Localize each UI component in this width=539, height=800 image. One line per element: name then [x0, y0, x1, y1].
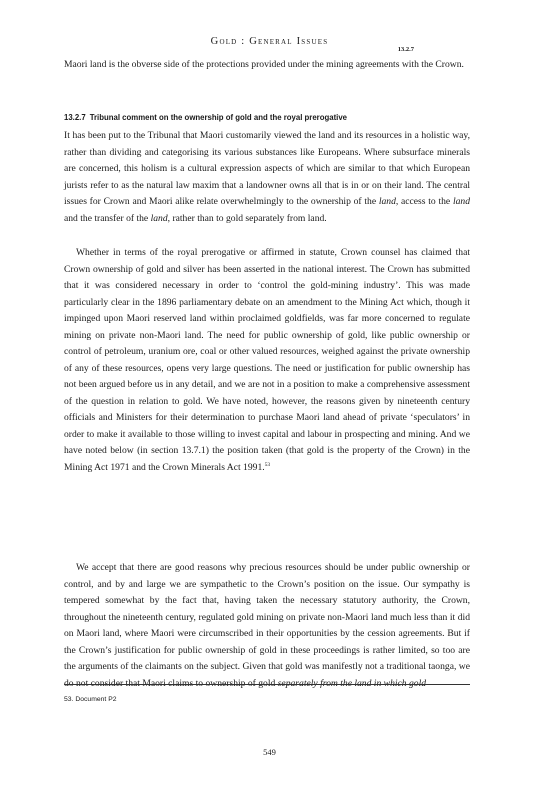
section-heading-number: 13.2.7 [64, 113, 86, 122]
page-number: 549 [263, 747, 276, 757]
footnote: 53. Document P2 [64, 696, 117, 703]
text-run: , rather than to gold separately from land. [167, 212, 327, 224]
emphasis-text: separately from the land in which gold [277, 677, 427, 689]
intro-paragraph: Maori land is the obverse side of the protections provided under the mining agreements with the Crown. [64, 59, 464, 70]
emphasis-text: land [378, 196, 396, 207]
text-run: , access to the [395, 196, 453, 207]
footnote-divider [64, 684, 470, 685]
footnote-marker: 53 [264, 461, 271, 468]
section-reference: 13.2.7 [397, 46, 414, 53]
running-head: Gold : General Issues [210, 36, 329, 47]
text-run: We accept that there are good reasons why precious resources should be under public ownership or control, and by and large we are sympathetic to the Crown’s position on the issue. Our sympathy is tempered somewhat by the fact that, having taken the necessary statutory authority, the Crown, throughout the nineteenth century, regulated gold mining on private non-Maori land much less than it did on Maori land, where Maori were circumscribed in their opportunities by the cession agreements. But if the Crown’s justification for public ownership of gold in these proceedings is rather limited, so too are the arguments of the claimants on the subject. Given that gold was manifestly not a traditional taonga, we do not consider that Maori claims to ownership of gold [64, 562, 470, 689]
text-run: and the transfer of the [64, 212, 151, 224]
paragraph-2 [64, 245, 470, 476]
paragraph-1 [64, 128, 470, 227]
text-run: It has been put to the Tribunal that Maori customarily viewed the land and its resources in a holistic way, rather than dividing and categorising its various substances like Europeans. Where subsurface minerals are concerned, this holism is a cultural expression aspects of which are similar to that which European jurists refer to as the natural law maxim that a landowner owns all that is in or on their land. The central issues for Crown and Maori alike relate overwhelmingly to the ownership of the [64, 130, 470, 207]
paragraph-3 [64, 560, 470, 692]
emphasis-text: land [150, 212, 168, 224]
text-run: Whether in terms of the royal prerogative or affirmed in statute, Crown counsel has claimed that Crown ownership of gold and silver has been asserted in the national interest. The Crown has submitted that it was considered necessary in order to ‘control the gold-mining industry’. This was made particularly clear in the 1896 parliamentary debate on an amendment to the Mining Act which, though it impinged upon Maori reserved land within proclaimed goldfields, was far more concerned to regulate mining on private non-Maori land. The need for public ownership of gold, like public ownership or control of petroleum, uranium ore, coal or other valued resources, weighed against the private ownership of any of these resources, opens very large questions. The need or justification for public ownership has not been argued before us in any detail, and we are not in a position to make a comprehensive assessment of the question in relation to gold. We have noted, however, the reasons given by nineteenth century officials and Ministers for their determination to purchase Maori land ahead of private ‘speculators’ in order to make it available to those willing to invest capital and labour in prospecting and mining. And we have noted below (in section 13.7.1) the position taken (that gold is the property of the Crown) in the Mining Act 1971 and the Crown Minerals Act 1991. [64, 247, 470, 473]
emphasis-text: land [452, 196, 470, 207]
section-heading-title: Tribunal comment on the ownership of gold and the royal prerogative [89, 113, 348, 122]
section-heading [64, 113, 484, 122]
